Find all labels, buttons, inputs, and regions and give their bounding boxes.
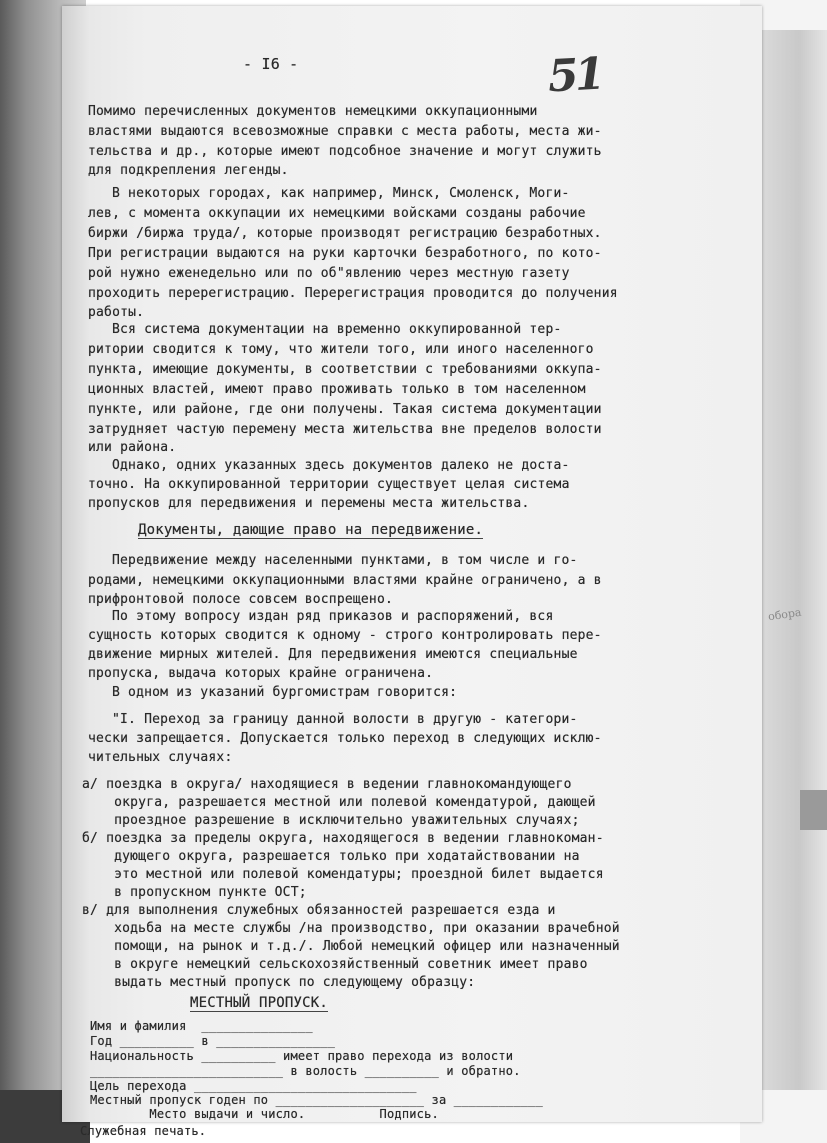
form-line: Имя и фамилия _______________ — [90, 1019, 313, 1033]
paragraph-line: В одном из указаний бургомистрам говорится: — [112, 685, 458, 700]
form-line: Место выдачи и число. Подпись. — [90, 1107, 439, 1121]
paragraph-line: лев, с момента оккупации их немецкими войсками созданы рабочие — [88, 206, 586, 221]
quote-line: чески запрещается. Допускается только переход в следующих исклю- — [88, 731, 602, 746]
paragraph-line: Передвижение между населенными пунктами, в том числе и го- — [112, 553, 578, 568]
paragraph-line: сущность которых сводится к одному - строго контролировать пере- — [88, 628, 602, 643]
paragraph-line: работы. — [88, 305, 145, 320]
list-item-line: помощи, на рынок и т.д./. Любой немецкий офицер или назначенный — [82, 939, 620, 954]
paragraph-line: пропуска, выдача которых крайне ограничена. — [88, 666, 434, 681]
list-item-line: в пропускном пункте ОСТ; — [82, 885, 307, 900]
paragraph-line: пункта, имеющие документы, в соответствии с требованиями оккупа- — [88, 362, 602, 377]
list-item-line: в/ для выполнения служебных обязанностей разрешается езда и — [82, 903, 556, 918]
paragraph-line: пункте, или районе, где они получены. Такая система документации — [88, 402, 602, 417]
paragraph-line: ритории сводится к тому, что жители того, или иного населенного — [88, 342, 594, 357]
list-item-line: это местной или полевой комендатуры; проездной билет выдается — [82, 867, 604, 882]
paragraph-line: затрудняет частую перемену места жительства вне пределов волости — [88, 422, 602, 437]
paragraph-line: По этому вопросу издан ряд приказов и распоряжений, вся — [112, 609, 554, 624]
quote-line: "I. Переход за границу данной волости в другую - категори- — [112, 712, 578, 727]
list-item-line: в округе немецкий сельскохозяйственный советник имеет право — [82, 957, 588, 972]
paragraph-line: тельства и др., которые имеют подсобное значение и могут служить — [88, 144, 602, 159]
list-item-line: ходьба на месте службы /на производство, при оказании врачебной — [82, 921, 620, 936]
form-line: Национальность __________ имеет право перехода из волости — [90, 1049, 514, 1063]
paragraph-line: движение мирных жителей. Для передвижения имеются специальные — [88, 647, 578, 662]
paragraph-line: родами, немецкими оккупационными властями крайне ограничено, а в — [88, 573, 602, 588]
form-line: Год __________ в ________________ — [90, 1034, 336, 1048]
paragraph-line: ционных властей, имеют право проживать только в том населенном — [88, 382, 586, 397]
adjacent-page-edge — [757, 30, 827, 1090]
form-line: Служебная печать. — [80, 1124, 207, 1138]
paragraph-line: точно. На оккупированной территории существует целая система — [88, 477, 570, 492]
list-item-line: а/ поездка в округа/ находящиеся в ведении главнокомандующего — [82, 777, 572, 792]
form-line: Цель перехода ______________________________ — [90, 1079, 417, 1093]
paragraph-line: властями выдаются всевозможные справки с места работы, места жи- — [88, 124, 602, 139]
section-heading: Документы, дающие право на передвижение. — [138, 522, 484, 538]
page-number: - I6 - — [243, 55, 299, 73]
paragraph-line: пропусков для передвижения и перемены места жительства. — [88, 496, 530, 511]
margin-note: обора — [767, 605, 803, 624]
paragraph-line: Помимо перечисленных документов немецкими оккупационными — [88, 104, 538, 119]
archive-stamp-number: 51 — [546, 48, 603, 103]
paragraph-line: проходить перерегистрацию. Перерегистрация проводится до получения — [88, 286, 618, 301]
list-item-line: дующего округа, разрешается только при ходатайствовании на — [82, 849, 580, 864]
paragraph-line: При регистрации выдаются на руки карточки безработного, по кото- — [88, 246, 602, 261]
paragraph-line: для подкрепления легенды. — [88, 163, 289, 178]
form-line: __________________________ в волость __________ и обратно. — [90, 1064, 521, 1078]
binder-clip — [800, 790, 827, 830]
form-line: Местный пропуск годен по ____________________ за ____________ — [90, 1093, 543, 1107]
paragraph-line: биржи /биржа труда/, которые производят регистрацию безработных. — [88, 226, 602, 241]
paragraph-line: Вся система документации на временно оккупированной тер- — [112, 322, 562, 337]
list-item-line: проездное разрешение в исключительно уважительных случаях; — [82, 813, 580, 828]
form-title: МЕСТНЫЙ ПРОПУСК. — [190, 995, 329, 1011]
list-item-line: выдать местный пропуск по следующему образцу: — [82, 975, 476, 990]
paragraph-line: или района. — [88, 440, 177, 455]
paragraph-line: Однако, одних указанных здесь документов далеко не доста- — [112, 458, 570, 473]
quote-line: чительных случаях: — [88, 750, 233, 765]
paragraph-line: В некоторых городах, как например, Минск, Смоленск, Моги- — [112, 186, 570, 201]
paragraph-line: рой нужно еженедельно или по об"явлению через местную газету — [88, 266, 570, 281]
list-item-line: б/ поездка за пределы округа, находящегося в ведении главнокоман- — [82, 831, 604, 846]
paragraph-line: прифронтовой полосе совсем воспрещено. — [88, 592, 394, 607]
list-item-line: округа, разрешается местной или полевой комендатурой, дающей — [82, 795, 596, 810]
